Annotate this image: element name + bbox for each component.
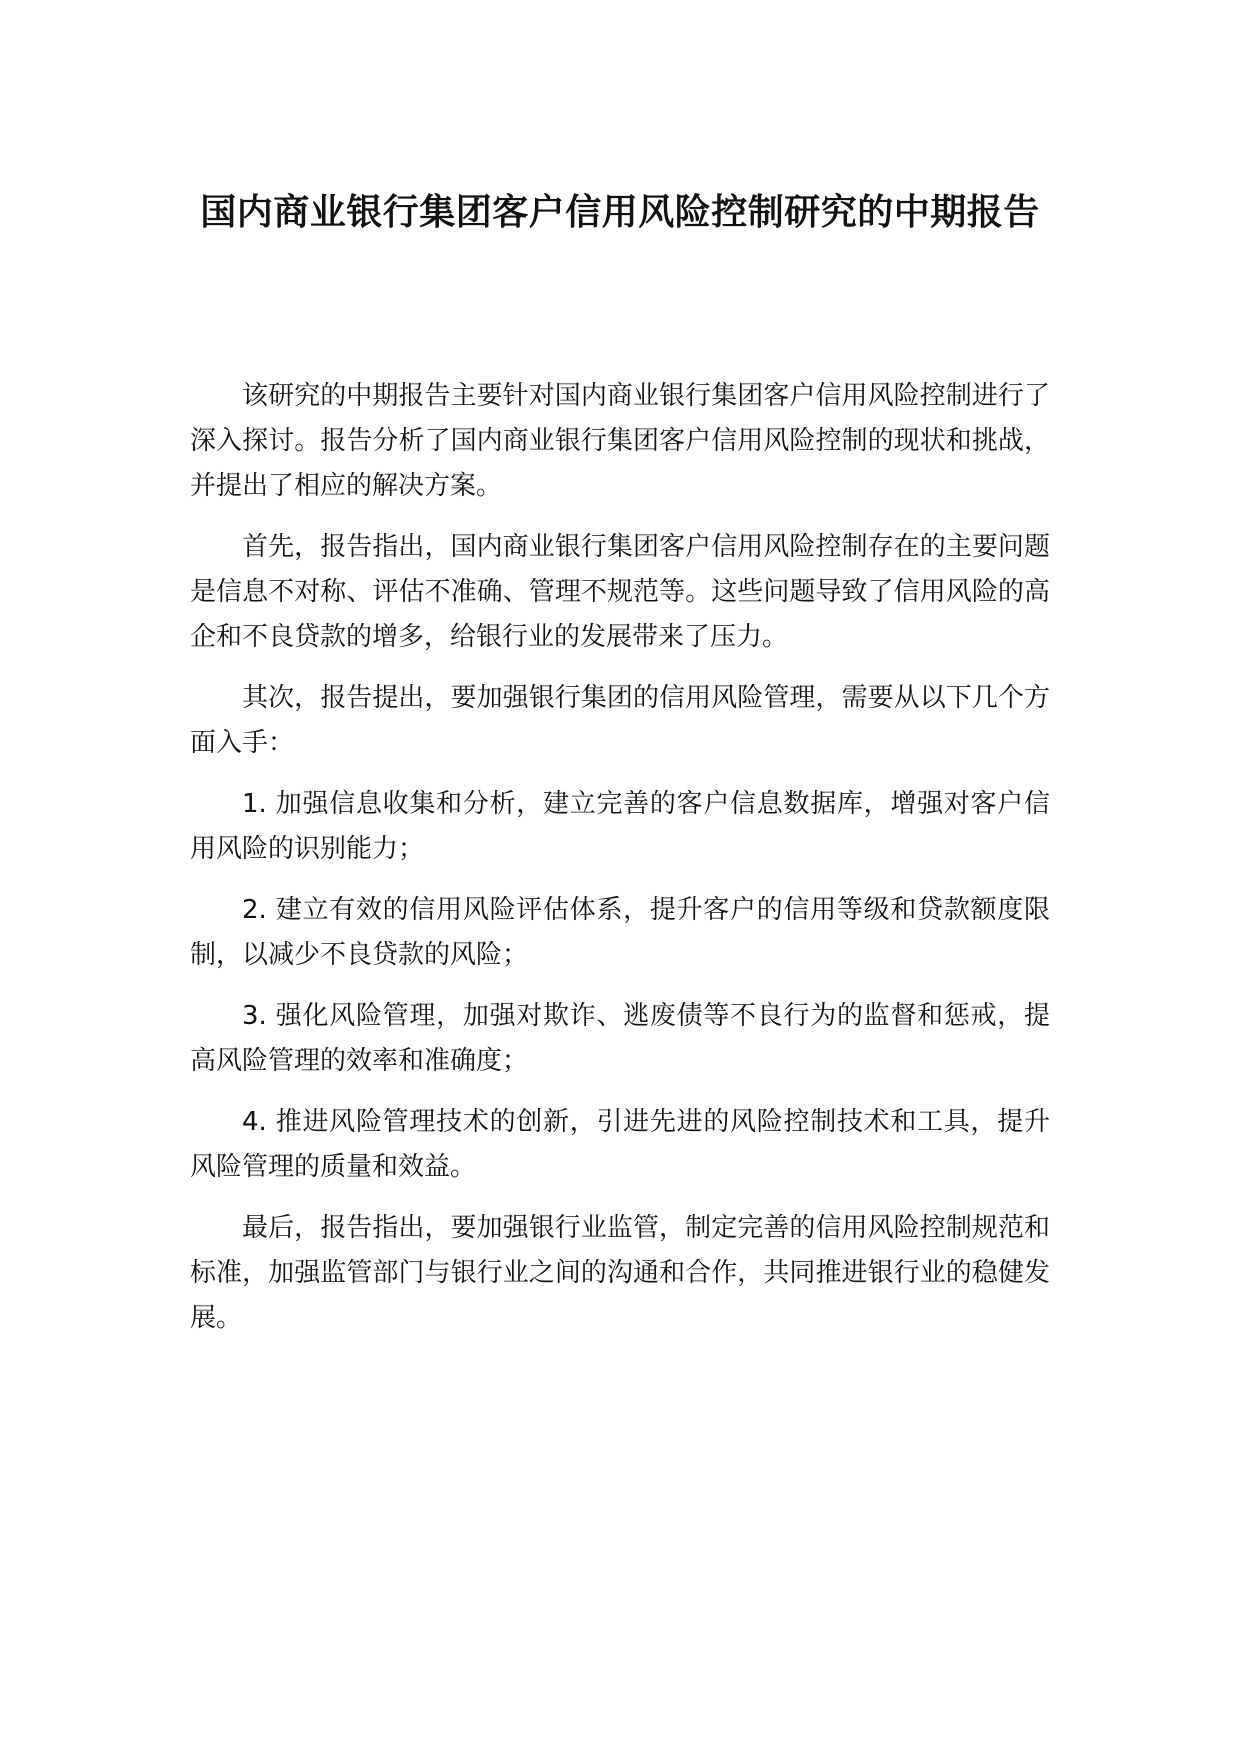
paragraph-intro: 该研究的中期报告主要针对国内商业银行集团客户信用风险控制进行了深入探讨。报告分析了国内商业银行集团客户信用风险控制的现状和挑战，并提出了相应的解决方案。: [190, 381, 1050, 501]
paragraph-problems: 首先，报告指出，国内商业银行集团客户信用风险控制存在的主要问题是信息不对称、评估不准确、管理不规范等。这些问题导致了信用风险的高企和不良贷款的增多，给银行业的发展带来了压力。: [190, 532, 1050, 652]
list-item-4: 4. 推进风险管理技术的创新，引进先进的风险控制技术和工具，提升风险管理的质量和效益。: [190, 1107, 1050, 1182]
list-item-1: 1. 加强信息收集和分析，建立完善的客户信息数据库，增强对客户信用风险的识别能力；: [190, 789, 1050, 864]
list-item-3: 3. 强化风险管理，加强对欺诈、逃废债等不良行为的监督和惩戒，提高风险管理的效率和准确度；: [190, 1001, 1050, 1076]
document-title: 国内商业银行集团客户信用风险控制研究的中期报告: [200, 192, 1040, 233]
document-body: [190, 374, 1050, 1357]
paragraph-measures-intro: 其次，报告提出，要加强银行集团的信用风险管理，需要从以下几个方面入手：: [190, 683, 1050, 758]
list-item-2: 2. 建立有效的信用风险评估体系，提升客户的信用等级和贷款额度限制，以减少不良贷款的风险；: [190, 895, 1050, 970]
paragraph-conclusion: 最后，报告指出，要加强银行业监管，制定完善的信用风险控制规范和标准，加强监管部门与银行业之间的沟通和合作，共同推进银行业的稳健发展。: [190, 1213, 1050, 1333]
